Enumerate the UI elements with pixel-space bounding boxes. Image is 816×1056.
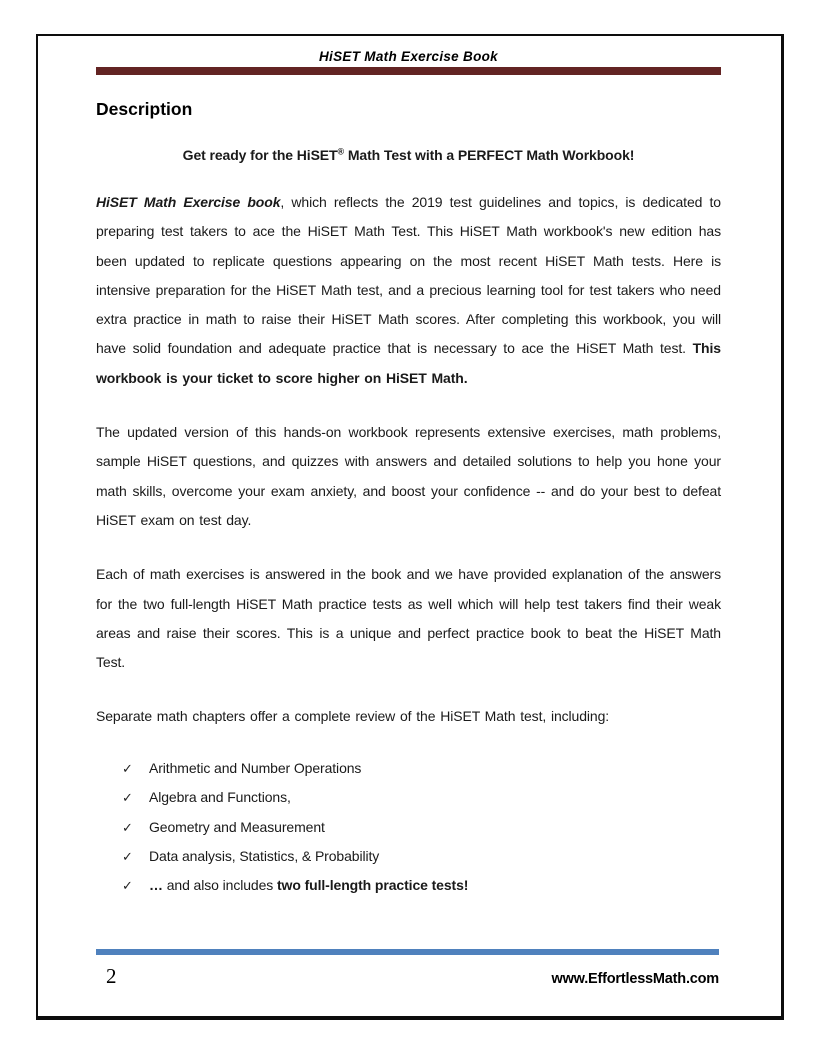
paragraph-2: The updated version of this hands-on workbook represents extensive exercises, math problems, sample HiSET questions, and quizzes with answers and detailed solutions to help you hone your math skills, overcome your exam anxiety, and boost your confidence -- and do your best to defeat HiSET exam on test day. bbox=[96, 424, 721, 528]
list-item bbox=[96, 783, 721, 812]
headline bbox=[96, 147, 721, 163]
checkmark-icon: ✓ bbox=[122, 878, 133, 894]
checklist bbox=[96, 754, 721, 901]
list-item-label: Arithmetic and Number Operations bbox=[149, 759, 362, 776]
paragraph-1 bbox=[96, 188, 721, 393]
checkmark-icon: ✓ bbox=[122, 790, 133, 806]
header-rule bbox=[96, 67, 721, 75]
page-number: 2 bbox=[106, 964, 117, 988]
list-item bbox=[96, 871, 721, 900]
checkmark-icon: ✓ bbox=[122, 819, 133, 835]
list-item-label: Data analysis, Statistics, & Probability bbox=[149, 847, 380, 864]
footer-rule bbox=[96, 949, 719, 955]
page-footer bbox=[96, 964, 719, 989]
website-url: www.EffortlessMath.com bbox=[551, 971, 719, 987]
running-header: HiSET Math Exercise Book bbox=[318, 49, 498, 64]
paragraph-1-strong: This workbook is your ticket to score higher on HiSET Math. bbox=[96, 340, 721, 386]
section-title: Description bbox=[96, 99, 193, 119]
registered-trademark-symbol: ® bbox=[337, 146, 345, 157]
list-item bbox=[96, 813, 721, 842]
list-item bbox=[96, 754, 721, 783]
list-item bbox=[96, 842, 721, 871]
paragraph-4: Separate math chapters offer a complete review of the HiSET Math test, including: bbox=[96, 708, 610, 725]
list-item-ellipsis: … bbox=[149, 877, 163, 894]
headline-pre: Get ready for the HiSET bbox=[182, 147, 338, 163]
page-content bbox=[38, 36, 781, 901]
paragraph-1-body: , which reflects the 2019 test guidelines and topics, is dedicated to preparing test takers to ace the HiSET Math Test. This HiSET Math workbook's new edition has been updated to replicate questions appearing on the most recent HiSET Math tests. Here is intensive preparation for the HiSET Math test, and a precious learning tool for test takers who need extra practice in math to raise their HiSET Math scores. After completing this workbook, you will have solid foundation and adequate practice that is necessary to ace the HiSET Math test. bbox=[96, 194, 721, 357]
checkmark-icon: ✓ bbox=[122, 848, 133, 864]
paragraph-1-lead: HiSET Math Exercise book bbox=[96, 194, 281, 210]
headline-post: Math Test with a PERFECT Math Workbook! bbox=[344, 147, 635, 163]
paragraph-3: Each of math exercises is answered in the book and we have provided explanation of the answers for the two full-length HiSET Math practice tests as well which will help test takers find their weak areas and raise their scores. This is a unique and perfect practice book to beat the HiSET Math Test. bbox=[96, 566, 721, 671]
list-item-label: Algebra and Functions, bbox=[149, 789, 291, 806]
list-item-label: Geometry and Measurement bbox=[149, 818, 325, 835]
list-item-strong: two full-length practice tests! bbox=[276, 877, 469, 894]
page-border bbox=[36, 34, 784, 1020]
list-item-label bbox=[149, 871, 468, 900]
checkmark-icon: ✓ bbox=[122, 760, 133, 776]
list-item-mid: and also includes bbox=[162, 877, 277, 894]
